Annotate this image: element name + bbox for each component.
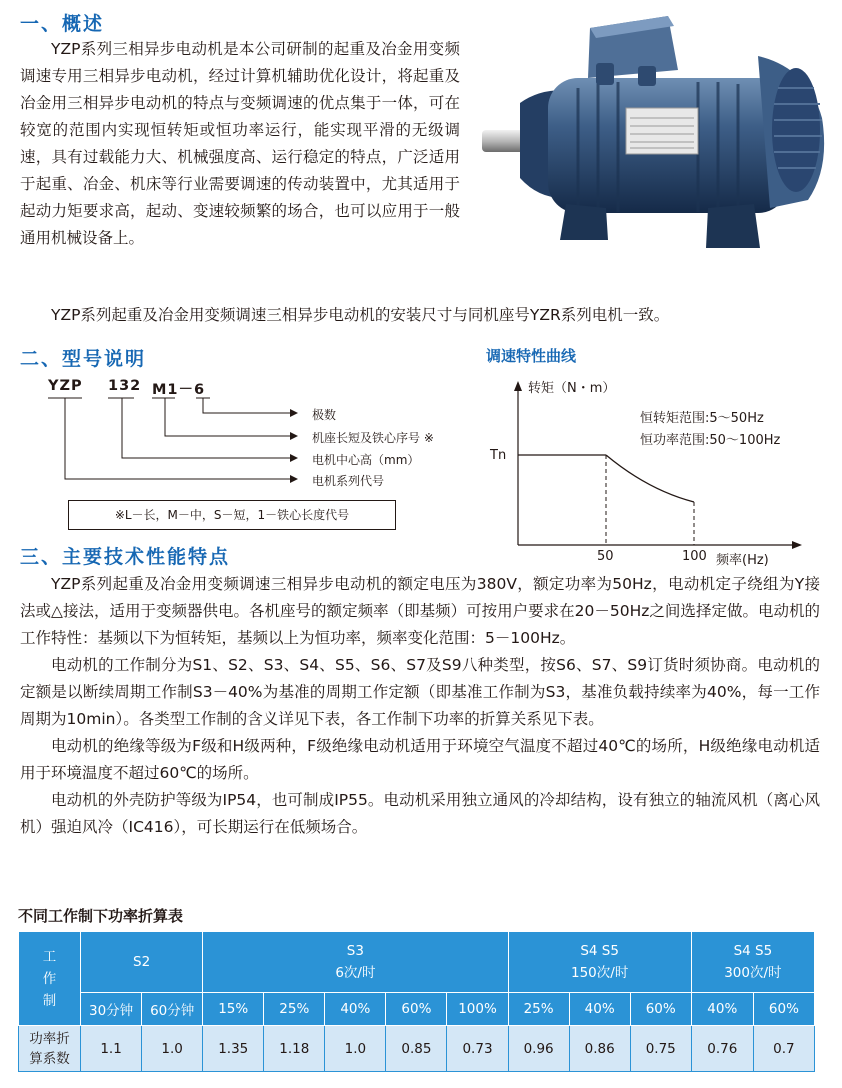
value-cell: 0.96 [508,1026,569,1072]
value-cell: 0.86 [569,1026,630,1072]
constant-power-curve [606,455,694,502]
subhead-cell: 60% [753,993,814,1026]
features-paragraph-3: 电动机的绝缘等级为F级和H级两种，F级绝缘电动机适用于环境空气温度不超过40℃的场所，H级绝缘电动机适用于环境温度不超过60℃的场所。 [20,737,820,782]
value-cell: 1.0 [142,1026,203,1072]
install-text [20,302,820,329]
label-frame-length: 机座长短及铁心序号 ※ [312,431,434,445]
overview-paragraph: YZP系列三相异步电动机是本公司研制的起重及冶金用变频调速专用三相异步电动机，经过计算机辅助优化设计，将起重及冶金用三相异步电动机的特点与变频调速的优点集于一体，可在较宽的范围内实现恒转矩或恒功率运行，能实现平滑的无级调速，具有过载能力大、机械强度高、运行稳定的特点，广泛适用于起重、冶金、机床等行业需要调速的传动装置中，尤其适用于起动力矩要求高，起动、变速较频繁的场合，也可以应用于一般通用机械设备上。 [20,40,460,247]
features-paragraph-2: 电动机的工作制分为S1、S2、S3、S4、S5、S6、S7及S9八种类型，按S6、S7、S9订货时须协商。电动机的定额是以断续周期工作制S3－40%为基准的周期工作定额（即基准工作制为S3，基准负载持续率为40%，每一工作周期为10min）。各类型工作制的含义详见下表，各工作制下功率的折算关系见下表。 [20,656,820,728]
subhead-cell: 40% [691,993,753,1026]
value-cell: 1.18 [264,1026,325,1072]
subhead-cell: 100% [447,993,508,1026]
subhead-cell: 25% [508,993,569,1026]
curve-x-100: 100 [682,549,707,564]
model-diagram [22,372,482,552]
curve-range-torque: 恒转矩范围:5～50Hz [640,411,764,426]
subhead-cell: 15% [203,993,264,1026]
group-s4s5-150: S4 S5 150次/时 [508,932,691,993]
model-note-box: ※L－长，M－中，S－短，1－铁心长度代号 [68,500,396,530]
x-axis-arrow [792,541,802,549]
subhead-cell: 30分钟 [81,993,142,1026]
curve-x-label: 频率(Hz) [716,553,769,568]
curve-tn-label: Tn [490,448,507,463]
group-s2: S2 [81,932,203,993]
label-center-height: 电机中心高（mm） [312,453,420,467]
features-paragraph-1: YZP系列起重及冶金用变频调速三相异步电动机的额定电压为380V，额定功率为50Hz，电动机定子绕组为Y接法或△接法，适用于变频器供电。各机座号的额定频率（即基频）可按用户要求在20－50Hz之间选择定做。电动机的工作特性：基频以下为恒转矩，基频以上为恒功率，频率变化范围：5－100Hz。 [20,575,820,647]
section2-heading: 二、型号说明 [20,348,147,370]
features-paragraph-4: 电动机的外壳防护等级为IP54，也可制成IP55。电动机采用独立通风的冷却结构，设有独立的轴流风机（离心风机）强迫风冷（IC416），可长期运行在低频场合。 [20,791,820,836]
curve-title: 调速特性曲线 [486,347,577,365]
value-cell: 1.1 [81,1026,142,1072]
section1-heading: 一、概述 [20,13,105,35]
model-code-series: YZP [48,378,83,394]
value-cell: 0.85 [386,1026,447,1072]
value-cell: 0.75 [630,1026,691,1072]
row-label: 功率折 算系数 [19,1026,81,1072]
model-code-length-pole: M1－6 [152,382,206,398]
value-cell: 1.0 [325,1026,386,1072]
subhead-cell: 60% [630,993,691,1026]
subhead-cell: 60% [386,993,447,1026]
value-cell: 0.76 [691,1026,753,1072]
overview-text [20,36,460,252]
curve-y-label: 转矩（N・m） [528,381,616,396]
group-s3: S3 6次/时 [203,932,508,993]
group-s4s5-300: S4 S5 300次/时 [691,932,814,993]
value-cell: 1.35 [203,1026,264,1072]
table-title: 不同工作制下功率折算表 [18,907,184,925]
table-corner: 工 作 制 [19,932,81,1026]
subhead-cell: 60分钟 [142,993,203,1026]
install-paragraph: YZP系列起重及冶金用变频调速三相异步电动机的安装尺寸与同机座号YZR系列电机一致。 [51,306,670,324]
power-conversion-table [18,931,815,1072]
subhead-cell: 25% [264,993,325,1026]
label-series-code: 电机系列代号 [312,474,385,488]
motor-image [478,8,830,258]
subhead-cell: 40% [569,993,630,1026]
features-text [20,571,820,841]
value-cell: 0.73 [447,1026,508,1072]
curve-range-power: 恒功率范围:50～100Hz [640,433,781,448]
subhead-cell: 40% [325,993,386,1026]
section3-heading: 三、主要技术性能特点 [20,546,231,568]
label-poles: 极数 [312,408,337,422]
curve-x-50: 50 [597,549,614,564]
model-code-height: 132 [108,378,142,394]
y-axis-arrow [514,381,522,391]
value-cell: 0.7 [753,1026,814,1072]
speed-curve [480,345,820,570]
